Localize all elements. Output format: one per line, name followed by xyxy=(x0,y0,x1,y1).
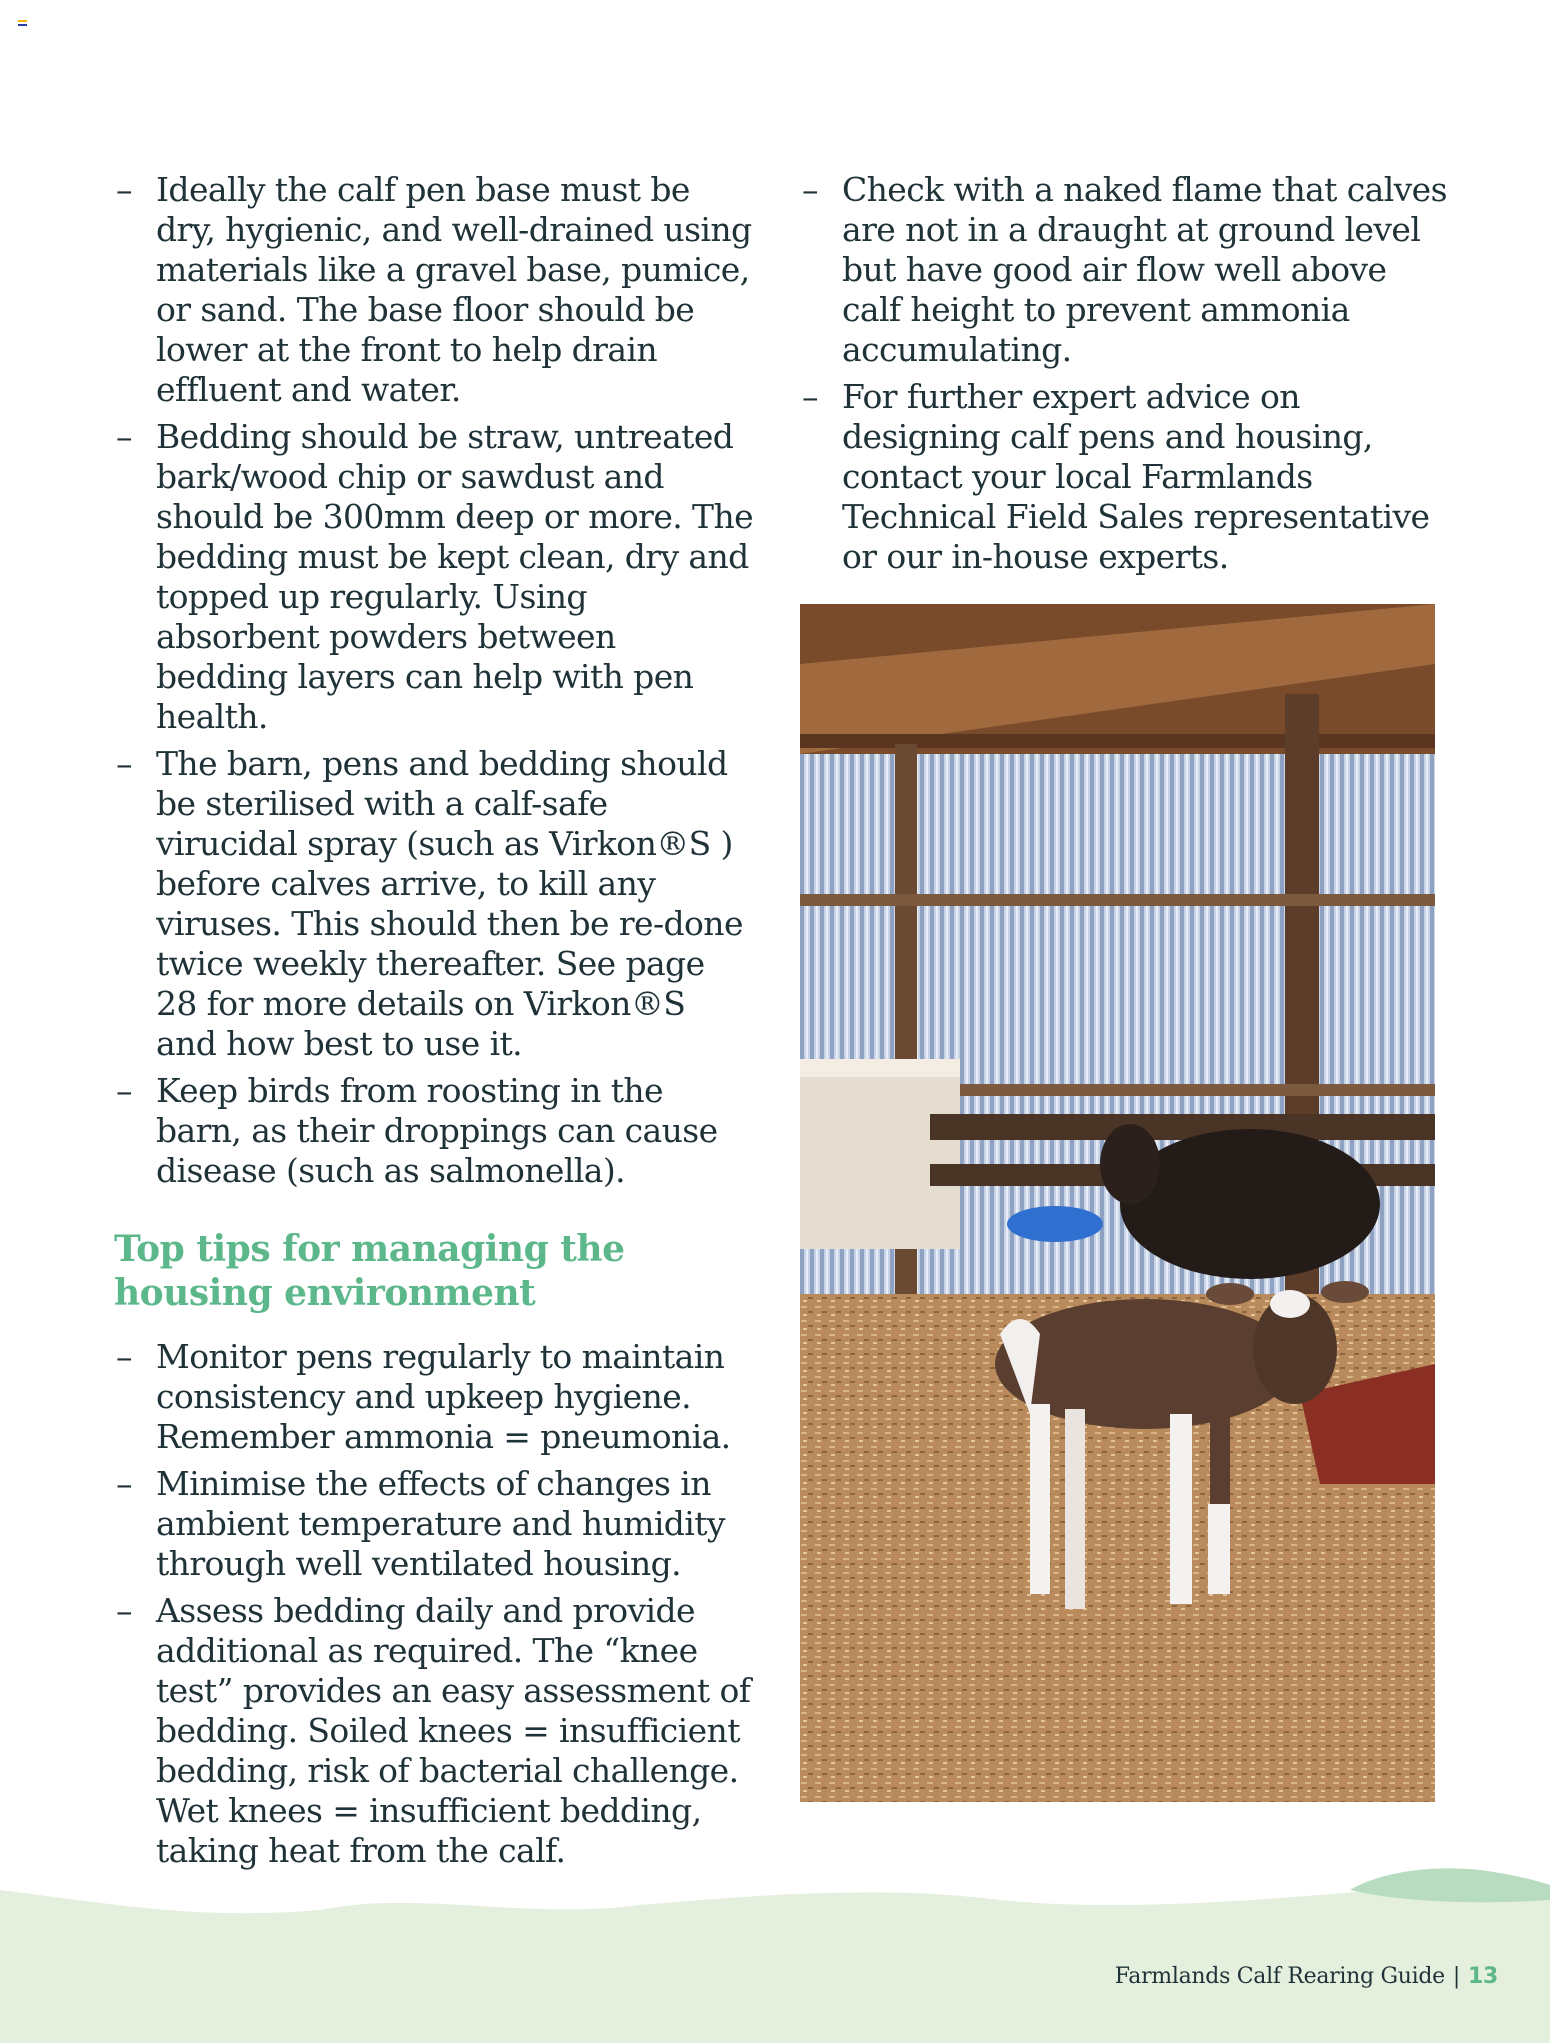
list-item-text: Monitor pens regularly to maintain consistency and upkeep hygiene. Remember ammonia = pneumonia. xyxy=(156,1337,731,1456)
list-item-text: For further expert advice on designing calf pens and housing, contact your local Farmlands Technical Field Sales representative or our in-house experts. xyxy=(842,377,1430,576)
footer-separator: | xyxy=(1452,1964,1460,1989)
dash-bullet: – xyxy=(116,417,132,456)
corner-mark xyxy=(18,20,27,28)
guide-title: Farmlands Calf Rearing Guide xyxy=(1114,1964,1445,1989)
list-item xyxy=(114,1464,754,1584)
list-item-text: Minimise the effects of changes in ambient temperature and humidity through well ventilated housing. xyxy=(156,1464,725,1583)
list-item xyxy=(114,170,754,410)
calf-barn-photo xyxy=(800,604,1435,1802)
bullet-list-right xyxy=(800,170,1450,577)
list-item xyxy=(800,170,1450,370)
section-heading: Top tips for managing the housing environment xyxy=(114,1228,625,1314)
dash-bullet: – xyxy=(116,1337,132,1376)
bullet-list-top xyxy=(114,170,754,1191)
left-column xyxy=(114,170,754,1878)
dash-bullet: – xyxy=(116,1071,132,1110)
list-item-text: Assess bedding daily and provide additional as required. The “knee test” provides an easy assessment of bedding. Soiled knees = insufficient bedding, risk of bacterial challenge. Wet knees = insufficient bedding, taking heat from the calf. xyxy=(156,1591,751,1870)
dash-bullet: – xyxy=(116,1464,132,1503)
dash-bullet: – xyxy=(116,744,132,783)
dash-bullet: – xyxy=(116,170,132,209)
dash-bullet: – xyxy=(802,170,818,209)
list-item xyxy=(800,377,1450,577)
list-item xyxy=(114,1591,754,1871)
right-column xyxy=(800,170,1450,584)
dash-bullet: – xyxy=(802,377,818,416)
list-item xyxy=(114,744,754,1064)
bullet-list-bottom xyxy=(114,1337,754,1871)
list-item-text: Check with a naked flame that calves are not in a draught at ground level but have good air flow well above calf height to prevent ammonia accumulating. xyxy=(842,170,1447,369)
list-item xyxy=(114,1071,754,1191)
page-number: 13 xyxy=(1467,1964,1498,1989)
list-item xyxy=(114,1337,754,1457)
footer-hills xyxy=(0,1850,1550,2043)
list-item xyxy=(114,417,754,737)
list-item-text: Bedding should be straw, untreated bark/wood chip or sawdust and should be 300mm deep or more. The bedding must be kept clean, dry and topped up regularly. Using absorbent powders between bedding layers can help with pen health. xyxy=(156,417,754,736)
list-item-text: Keep birds from roosting in the barn, as their droppings can cause disease (such as salmonella). xyxy=(156,1071,718,1190)
list-item-text: The barn, pens and bedding should be sterilised with a calf-safe virucidal spray (such as Virkon®S ) before calves arrive, to kill any viruses. This should then be re-done twice weekly thereafter. See page 28 for more details on Virkon®S and how best to use it. xyxy=(156,744,743,1063)
page-footer xyxy=(1115,1964,1498,1989)
list-item-text: Ideally the calf pen base must be dry, hygienic, and well-drained using materials like a gravel base, pumice, or sand. The base floor should be lower at the front to help drain effluent and water. xyxy=(156,170,752,409)
dash-bullet: – xyxy=(116,1591,132,1630)
